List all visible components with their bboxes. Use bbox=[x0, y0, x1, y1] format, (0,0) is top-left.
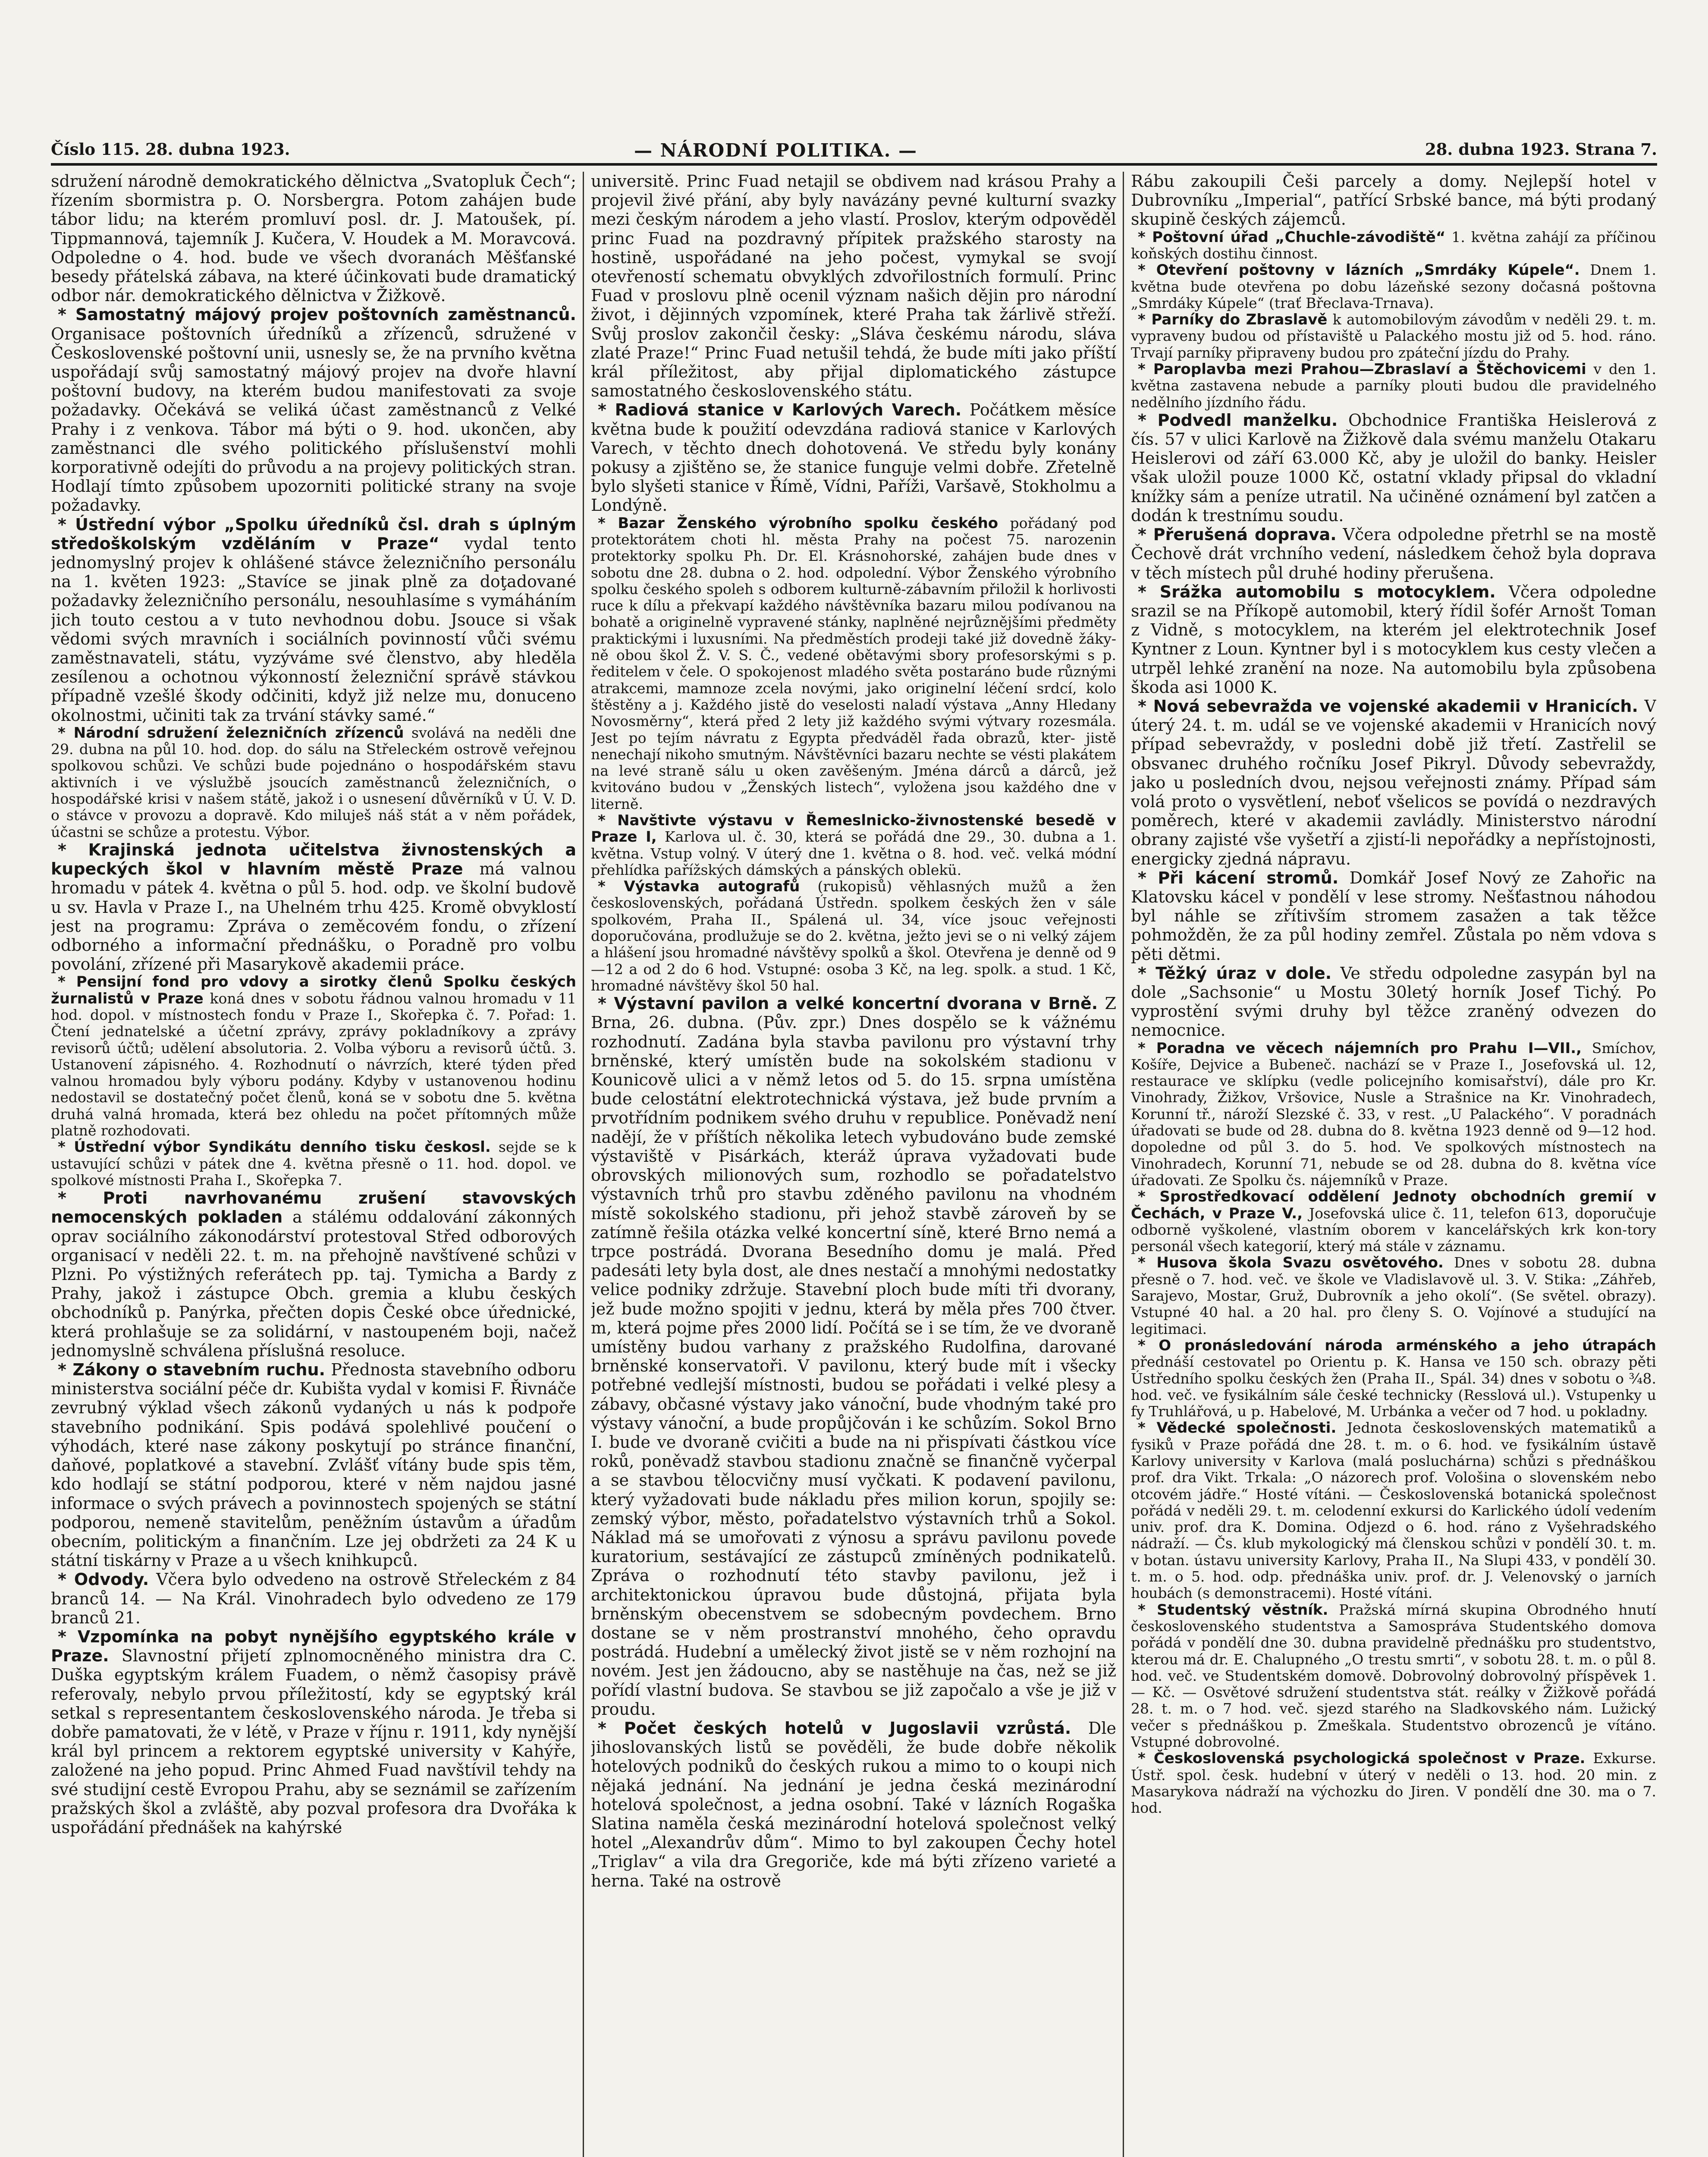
news-text: Včera odpoledne srazil se na Příkopě automobil, který řídil šofér Arnošt Toman z Vidně, s motocyklem, na kterém jel elektrotechnik Josef Kyntner z Loun. Kyntner byl i s motocyklem kus cesty vlečen a utrpěl lehké zranění na noze. Na automobilu byla způsobena škoda asi 1000 K. bbox=[1131, 582, 1656, 697]
header-rule bbox=[51, 163, 1657, 166]
news-headline: * Husova škola Svazu osvětového. bbox=[1138, 1254, 1444, 1272]
news-text: 1. května zahájí za příčinou koňských dostihu činnost. bbox=[1131, 228, 1656, 262]
news-headline: * Vědecké společnosti. bbox=[1138, 1419, 1337, 1437]
news-headline: * Srážka automobilu s motocyklem. bbox=[1138, 582, 1496, 601]
column-1 bbox=[51, 172, 576, 2157]
news-text: má valnou hromadu v pátek 4. května o půl 5. hod. odp. ve školní budově u sv. Havla v Praze I., na Uhelném trhu 425. Kromě obvyklostí jest na programu: Zpráva o zeměcovém fondu, o zřízení odborného a informační přednášku, o Poradně pro volbu povolání, zřízené při Masarykově akademii práce. bbox=[51, 859, 576, 974]
news-headline: * Poštovní úřad „Chuchle-závodiště“ bbox=[1138, 228, 1446, 246]
news-headline: * Při kácení stromů. bbox=[1138, 868, 1339, 887]
news-item bbox=[591, 812, 1116, 878]
news-text: universitě. Princ Fuad netajil se obdivem nad krásou Prahy a projevil živé přání, aby byly navázány pevné kulturní svazky mezi českým národem a jeho vlastí. Proslov, kterým odpověděl princ Fuad na pozdravný přípitek pražského starosty na hostině, uspořádané na jeho počest, vymykal se svojí otevřeností schematu obvyklých zdvořilostních formulí. Princ Fuad v proslovu plně ocenil význam našich dějin pro národní život, i dějinných vzpomínek, které Praha tak žárlivě střeží. Svůj proslov zakončil česky: „Sláva českému národu, sláva zlaté Praze!“ Princ Fuad netušil tehdá, že bude míti jako příští král příležitost, aby přijal diplomatického zástupce samostatného československého státu. bbox=[591, 172, 1116, 401]
news-item bbox=[51, 974, 576, 1139]
news-item bbox=[591, 172, 1116, 400]
news-text: sdružení národně demokratického dělnictva „Svatopluk Čech“; řízením sbormistra p. O. Norsbergra. Potom zahájen bude tábor lidu; na kterém promluví posl. dr. J. Matoušek, pí. Tippmannová, tajemník J. Kučera, V. Houdek a M. Moravcová. Odpoledne o 4. hod. bude ve všech dvoranách Měšťanské besedy přátelská zábava, na které účinkovati bude dramatický odbor nár. demokratického dělnictva v Žižkově. bbox=[51, 172, 576, 305]
news-text: Včera odpoledne přetrhl se na mostě Čechově drát vrchního vedení, následkem čehož byla doprava v těch místech půl druhé hodiny přerušena. bbox=[1131, 525, 1656, 582]
news-item bbox=[1131, 172, 1656, 229]
news-item bbox=[1131, 1255, 1656, 1337]
news-item bbox=[1131, 229, 1656, 262]
news-item bbox=[1131, 361, 1656, 411]
news-headline: * Studentský věstník. bbox=[1138, 1601, 1328, 1619]
news-headline: * Poradna ve věcech nájemních pro Prahu I—VII., bbox=[1138, 1039, 1582, 1057]
news-item bbox=[1131, 868, 1656, 964]
news-item bbox=[51, 305, 576, 515]
news-text: přednáší cestovatel po Orientu p. K. Hansa ve 150 sch. obrazy pěti Ústředního spolku českých žen (Praha II., Spál. 34) dnes v sobotu o ¾8. hod. več. ve fysikálním sále české technicky (Resslová ul.). Vstupenky u fy Truhlářová, u p. Habelové, M. Urbánka a večer od 7 hod. u pokladny. bbox=[1131, 1353, 1656, 1420]
news-text: Dnem 1. května bude otevřena po dobu lázeňské sezony dočasná poštovna „Smrdáky Kúpele“ (trať Břeclava-Trnava). bbox=[1131, 261, 1656, 311]
news-headline: * Parníky do Zbraslavě bbox=[1138, 311, 1328, 329]
news-text: Dnes v sobotu 28. dubna přesně o 7. hod. več. ve škole ve Vladislavově ul. 3. V. Stika: „Záhřeb, Sarajevo, Mostar, Gruž, Dubrovník a jeho okolí“. (Se světel. obrazy). Vstupné 40 hal. a 20 hal. pro členy S. O. Vojínové a studující na legitimaci. bbox=[1131, 1254, 1656, 1337]
news-item bbox=[51, 1139, 576, 1189]
news-item bbox=[591, 878, 1116, 994]
news-item bbox=[1131, 1337, 1656, 1420]
news-text: Obchodnice Františka Heislerová z čís. 57 v ulici Karlově na Žižkově dala svému manželu Otakaru Heislerovi od září 63.000 Kč, aby je uložil do banky. Heisler však uložil pouze 1000 Kč, ostatní vklady připsal do vkladní knížky sám a peníze utratil. Na učiněné oznámení byl zatčen a dodán k trestnímu soudu. bbox=[1131, 410, 1656, 525]
news-item bbox=[51, 1627, 576, 1837]
news-headline: * Odvody. bbox=[58, 1570, 149, 1589]
news-text: Domkář Josef Nový ze Zahořic na Klatovsku kácel v pondělí v lese stromy. Nešťastnou náhodou byl náhle se zřítivším stromem zasažen a tak těžce pohmožděn, že za půl hodiny zemřel. Zůstala po něm vdova s pěti dětmi. bbox=[1131, 868, 1656, 964]
news-item bbox=[1131, 1040, 1656, 1189]
news-headline: * Počet českých hotelů v Jugoslavii vzrůstá. bbox=[598, 1718, 1071, 1738]
news-headline: * Nová sebevražda ve vojenské akademii v Hranicích. bbox=[1138, 696, 1638, 716]
news-text: Dle jihoslovanských listů se pověděli, že bude dobře několik hotelových podniků do českých rukou a mimo to o koupi nich nějaká jednání. Na jednání je jedna česká mezinárodní hotelová společnost, a jedna osobní. Také v lázních Rogaška Slatina naměla česká mezinárodní hotelová společnost velký hotel „Alexandrův dům“. Mimo to byl zakoupen Čechy hotel „Triglav“ a vila dra Gregoriče, kde má býti zřízeno varieté a herna. Také na ostrově bbox=[591, 1718, 1116, 1890]
news-headline: * Radiová stanice v Karlových Varech. bbox=[598, 400, 962, 420]
news-item bbox=[1131, 411, 1656, 525]
news-text: Pražská mírná skupina Obrodného hnutí československého studentstva a Samospráva Studentského domova pořádá v pondělí dne 30. dubna pravidelně přednášku pro studentstvo, kterou má dr. E. Chalupného „O trestu smrti“, v sobotu 28. t. m. o půl 8. hod. več. ve Studentském domově. Dobrovolný dobrovolný příspěvek 1.— Kč. — Osvětové sdružení studentstva stát. reálky v Žižkově pořádá 28. t. m. o 7 hod. več. sjezd starého na Sladkovského nám. Lužický večer s přednáškou p. Zmeškala. Studentstvo obrozenců je vítáno. Vstupné dobrovolné. bbox=[1131, 1601, 1656, 1751]
news-item bbox=[51, 1360, 576, 1570]
news-item bbox=[591, 1719, 1116, 1890]
news-text: Přednosta stavebního odboru ministerstva sociální péče dr. Kubišta vydal v komisi F. Řivnáče zevrubný výklad všech zákonů vydaných u nás k podpoře stavebního podnikání. Spis podává spolehlivé poučení o výhodách, které nase zákony poskytují po stránce finanční, daňové, poplatkové a stavební. Zvlášť vítány bude spis těm, kdo hodlají se státní podporou, které v něm najdou jasné informace o svých právech a povinnostech spojených se státní podporou, nemeně stavitelům, peněžním ústavům a úřadům obecním, politickým a finančním. Lze jej obdržeti za 24 K u státní tiskárny v Praze a u všech knihkupců. bbox=[51, 1360, 576, 1570]
news-item bbox=[1131, 1420, 1656, 1601]
news-item bbox=[1131, 1602, 1656, 1751]
column-divider bbox=[1123, 172, 1124, 2157]
news-text: k automobilovým závodům v neděli 29. t. m. vypraveny budou od přístaviště u Palackého mostu již od 5. hod. ráno. Trvají parníky připraveny budou pro zpáteční jízdu do Prahy. bbox=[1131, 311, 1656, 361]
news-headline: * Krajinská jednota učitelstva živnostenských a kupeckých škol v hlavním městě Praze bbox=[51, 840, 576, 879]
news-item bbox=[51, 840, 576, 974]
news-item bbox=[1131, 1750, 1656, 1816]
news-text: Smíchov, Košíře, Dejvice a Bubeneč. nachází se v Praze I., Josefovská ul. 12, restaurace ve sklípku (vedle policejního komisařství), dále pro Kr. Vinohrady, Žižkov, Vršovice, Nusle a Strašnice na Kr. Vinohradech, Korunní tř., nároží Slezské č. 33, v rest. „U Palackého“. V poradnách úřadovati se bude od 28. dubna do 8. května 1923 denně od 9—12 hod. dopoledne od půl 3. do 5. hod. Ve spolkových místnostech na Vinohradech, Korunní 71, nebude se od 28. dubna do 8. května více úřadovati. Ze Spolku čs. nájemníků v Praze. bbox=[1131, 1039, 1656, 1189]
news-item bbox=[1131, 697, 1656, 868]
news-text: Karlova ul. č. 30, která se pořádá dne 29., 30. dubna a 1. května. Vstup volný. V úterý dne 1. května o 8. hod. več. velká módní přehlídka pařížských dámských a pánských oblekü. bbox=[591, 828, 1116, 878]
news-text: koná dnes v sobotu řádnou valnou hromadu v 11 hod. dopol. v místnostech fondu v Praze I., Skořepka č. 7. Pořad: 1. Čtení jednatelské a účetní zprávy, zprávy pokladníkovy a zprávy revisorů účtů; udělení absolutoria. 2. Volba výboru a revisorů účtů. 3. Ustanovení zápisného. 4. Rozhodnutí o návrzích, které týden před valnou hromadou byly výboru podány. Kdyby v ustanovenou hodinu nedostavil se dostatečný počet členů, koná se v sobotu dne 5. května druhá valná hromada, která bez ohledu na počet přítomných může platně rozhodovati. bbox=[51, 990, 576, 1139]
news-item bbox=[1131, 582, 1656, 697]
news-headline: * Sprostředkovací oddělení Jednoty obchodních gremií v Čechách, v Praze V., bbox=[1131, 1188, 1656, 1222]
news-text: sejde se k ustavující schůzi v pátek dne 4. května přesně o 11. hod. dopol. ve spolkové místnosti Praha I., Skořepka 7. bbox=[51, 1138, 576, 1189]
news-item bbox=[591, 994, 1116, 1719]
news-headline: * Ústřední výbor Syndikátu denního tisku českosl. bbox=[58, 1138, 491, 1156]
news-item bbox=[51, 515, 576, 725]
news-text: Exkurse. Ústř. spol. česk. hudební v úterý v neděli o 13. hod. 20 min. z Masarykova nádraží na výchozku do Jiren. V pondělí dne 30. ma o 7. hod. bbox=[1131, 1750, 1656, 1817]
news-item bbox=[51, 725, 576, 840]
news-text: pořádaný pod protektorátem choti hl. města Prahy na počest 75. narozenin protektorky spolku Ph. Dr. El. Krásnohorské, zahájen bude dnes v sobotu dne 28. dubna o 2. hod. odpolední. Výbor Ženského výrobního spolku českého spoleh s odborem kulturně-zábavním přiložil k horlivosti ruce k dílu a překvapí každého návštěvníka bazaru milou podívanou na bohatě a originelně vypravené stánky, naplněné nejrůznějšími předměty praktickými i luxusními. Na předměstích prodeji také již dovedně žáky-ně obou škol Ž. V. S. Č., vedené obětavými sbory profesorskými s p. ředitelem v čele. O spokojenost mladého světa postaráno bude různými atrakcemi, mamnoze zcela novými, jako originelní léčení srdcí, kolo štěstěny a j. Každého jistě do veselosti naladí výstava „Anny Hledany Novosměrny“, která před 2 lety již každého svými výtvary rozesmála. Jest po tejím návratu z Egypta předváděl řada obrazů, kter- jistě nenechají nikoho smutným. Návštěvníci bazaru nechte se vésti plakátem na levé straně sálu u oken zavěšeným. Jména dárců a dárců, jež kvitováno budou v „Ženských listech“, vyložena jsou každého dne v literně. bbox=[591, 514, 1116, 812]
news-headline: * Národní sdružení železničních zřízenců bbox=[58, 724, 404, 742]
news-headline: * Výstavka autografů bbox=[598, 878, 800, 896]
news-item bbox=[591, 515, 1116, 812]
issue-info: Číslo 115. 28. dubna 1923. bbox=[51, 140, 290, 159]
news-headline: * Bazar Ženského výrobního spolku českého bbox=[598, 514, 998, 532]
date-page-info: 28. dubna 1923. Strana 7. bbox=[1425, 140, 1657, 159]
news-text: Počátkem měsíce května bude k použití odevzdána radiová stanice v Karlových Varech, v těchto dnech dohotovená. Ve středu byly konány pokusy a zjištěno se, že stanice funguje velmi dobře. Zřetelně bylo slyšeti stanice v Římě, Vídni, Paříži, Varšavě, Stokholmu a Londýně. bbox=[591, 400, 1116, 515]
news-headline: * O pronásledování národa arménského a jeho útrapách bbox=[1138, 1336, 1656, 1354]
news-text: vydal tento jednomyslný projev k ohlášené stávce železničního personálu na 1. květen 1923: „Stavíce se jinak plně za doţadované požadavky železničního personálu, nesouhlasíme s vymáháním jich touto cestou a v tuto nevhodnou dobu. Jsouce si však vědomi svých mravních i sociálních povinností vůči svému zaměstnavateli, státu, vyzýváme své členstvo, aby hleděla zesílenou a ochotnou výkonností železniční správě stávkou případně vzešlé škody odčiniti, když již nelze mu, donuceno okolnostmi, učiniti tak za trvání stávky samé.“ bbox=[51, 534, 576, 725]
news-item bbox=[1131, 311, 1656, 361]
news-text: Organisace poštovních úředníků a zřízenců, sdružené v Československé poštovní unii, usnesly se, že na prvního května uspořádají svůj samostatný májový projev na dvoře hlavní poštovní budovy, na kterém budou manifestovati za svoje požadavky. Očekává se veliká účast zaměstnanců z Velké Prahy i z venkova. Tábor má býti o 9. hod. ukončen, aby zaměstnanci dle svého politického příslušenství mohli korporativně odejíti do průvodu a na projevy politických stran. Hodlají tímto způsobem upozorniti politické strany na svoje požadavky. bbox=[51, 324, 576, 515]
news-headline: * Pensijní fond pro vdovy a sirotky členů Spolku českých žurnalistů v Praze bbox=[51, 973, 576, 1007]
news-headline: * Podvedl manželku. bbox=[1138, 410, 1338, 430]
news-headline: * Samostatný májový projev poštovních zaměstnanců. bbox=[58, 305, 576, 324]
news-text: Jednota československých matematiků a fysiků v Praze pořádá dne 28. t. m. o 6. hod. ve fysikálním ústavě Karlovy university v Karlova (malá posluchárna) schůzi s přednáškou prof. dra Vikt. Trkala: „O názorech prof. Vološina o slovenském nebo otcovém jádře.“ Hosté vítáni. — Československá botanická společnost pořádá v neděli 29. t. m. celodenní exkursi do Karlického údolí vedením univ. prof. dra K. Domina. Odjezd o 6. hod. ráno z Vyšehradského nádraží. — Čs. klub mykologický má členskou schůzi v pondělí 30. t. m. v botan. ústavu university Karlovy, Praha II., Na Slupi 433, v pondělí 30. t. m. o 5. hod. odp. přednáška univ. prof. dr. J. Velenovský o jarních houbách (s demonstracemi). Hosté vítáni. bbox=[1131, 1419, 1656, 1602]
news-headline: * Proti navrhovanému zrušení stavovských nemocenských pokladen bbox=[51, 1189, 576, 1227]
news-item bbox=[1131, 964, 1656, 1040]
news-headline: * Ústřední výbor „Spolku úředníků čsl. drah s úplným středoškolským vzděláním v Praze“ bbox=[51, 515, 576, 553]
news-text: svolává na neděli dne 29. dubna na půl 10. hod. dop. do sálu na Střeleckém ostrově veřejnou spolkovou schůzi. Ve schůzi bude pojednáno o hospodářském stavu aktivních i ve výslužbě jsoucích zaměstnanců železničních, o hospodářské krisi v našem státě, jakož i o usnesení důvěrníků v Ú. V. D. o stávce v provozu a dopravě. Kdo miluješ náš stát a v něm pořádek, účastni se schůze a protestu. Výbor. bbox=[51, 724, 576, 840]
news-text: Ve středu odpoledne zasypán byl na dole „Sachsonie“ u Mostu 30letý horník Josef Tichý. Po vyprostění svými druhy byl těžce zraněný odvezen do nemocnice. bbox=[1131, 963, 1656, 1040]
newspaper-title: — NÁRODNÍ POLITIKA. — bbox=[634, 140, 918, 161]
news-text: (rukopisů) věhlasných mužů a žen československých, pořádaná Ústředn. spolkem českých žen v sále spolkovém, Praha II., Spálená ul. 34, více jsouc veřejnosti doporučována, prodlužuje se do 2. května, ježto jevi se o ni velký zájem a hlášení jsou hromadné návštěvy spolků a škol. Otevřena je denně od 9—12 a od 2 do 6 hod. Vstupné: osoba 3 Kč, na leg. spolk. a stud. 1 Kč, hromadné návštěvy škol 50 hal. bbox=[591, 878, 1116, 994]
news-text: Včera bylo odvedeno na ostrově Střeleckém z 84 branců 14. — Na Král. Vinohradech bylo odvedeno ze 179 branců 21. bbox=[51, 1570, 576, 1627]
news-item bbox=[1131, 1189, 1656, 1255]
news-text: a stálému oddalování zákonných oprav sociálního zákonodárství protestoval Střed odborových organisací v neděli 22. t. m. na přehojně navštívené schůzi v Plzni. Po výstižných referátech pp. taj. Tymicha a Bardy z Prahy, jakož i zástupce Obch. gremia a klubu českých obchodníků p. Panýrka, přečten dopis České obce úřednické, která prohlašuje se za solidární, v nastoupeném boji, načež jednomyslně schválena příslušná resoluce. bbox=[51, 1207, 576, 1360]
news-headline: * Otevření poštovny v lázních „Smrdáky Kúpele“. bbox=[1138, 261, 1580, 279]
news-item bbox=[1131, 262, 1656, 311]
news-headline: * Výstavní pavilon a velké koncertní dvorana v Brně. bbox=[598, 994, 1098, 1013]
column-3 bbox=[1131, 172, 1656, 2157]
news-item bbox=[51, 172, 576, 305]
news-headline: * Vzpomínka na pobyt nynějšího egyptského krále v Praze. bbox=[51, 1627, 576, 1666]
column-divider bbox=[583, 172, 584, 2157]
news-item bbox=[51, 1189, 576, 1360]
news-headline: * Těžký úraz v dole. bbox=[1138, 963, 1332, 983]
news-headline: * Paroplavba mezi Prahou—Zbraslaví a Štěchovicemi bbox=[1138, 360, 1586, 378]
news-item bbox=[591, 400, 1116, 515]
news-headline: * Navštivte výstavu v Řemeslnicko-živnostenské besedě v Praze I, bbox=[591, 812, 1116, 846]
news-text: Slavnostní přijetí zplnomocněného ministra dra C. Duška egyptským králem Fuadem, o němž časopisy právě referovaly, nebylo prvou příležitostí, kdy se egyptský král setkal s representantem československého národa. Je třeba si dobře pamatovati, že v létě, v Praze v říjnu r. 1911, kdy nynější král byl princem a rektorem egyptské university v Kahýře, založené na jeho popud. Princ Ahmed Fuad navštívil tehdy na své studijní cestě Evropou Prahu, aby se seznámil se zařízením pražských škol a zvláště, aby pozval profesora dra Dvořáka k uspořádání přednášek na kahýrské bbox=[51, 1646, 576, 1837]
news-text: v den 1. května zastavena nebude a parníky plouti budou dle pravidelného nedělního jízdního řádu. bbox=[1131, 360, 1656, 411]
news-headline: * Zákony o stavebním ruchu. bbox=[58, 1360, 325, 1380]
news-headline: * Československá psychologická společnost v Praze. bbox=[1138, 1750, 1586, 1767]
news-text: Josefovská ulice č. 11, telefon 613, doporučuje odborně vyškolené, vlastním oborem v kancelářských krk kon-tory personál všech kategorií, který má stále v záznamu. bbox=[1131, 1204, 1656, 1255]
column-2 bbox=[591, 172, 1116, 2157]
news-text: Rábu zakoupili Češi parcely a domy. Nejlepší hotel v Dubrovníku „Imperial“, patřící Srbské bance, má býti prodaný skupině českých zájemců. bbox=[1131, 172, 1656, 229]
news-headline: * Přerušená doprava. bbox=[1138, 525, 1337, 544]
news-item bbox=[1131, 525, 1656, 582]
news-text: Z Brna, 26. dubna. (Pův. zpr.) Dnes dospělo se k vážnému rozhodnutí. Zadána byla stavba pavilonu pro výstavní trhy brněnské, který umístěn bude na sokolském stadionu v Kounicově ulici a v němž letos od 5. do 15. srpna umístěna bude celostátní elektrotechnická výstava, jež bude prvním a prvotřídním podnikem svého druhu v republice. Poněvadž není nadějí, že v příštích několika letech vybudováno bude zemské výstaviště v Pisárkách, kteráž úprava vyžadovati bude obrovských milionových sum, rozhodlo se pořadatelstvo výstavních trhů pro stavbu zděného pavilonu na vhodném místě sokolského stadionu, při jehož stavbě zároveň by se zatímně řešila otázka velké koncertní síně, které Brno nemá a trpce postrádá. Dvorana Besedního domu je malá. Před padesáti lety byla dost, ale dnes nestačí a mnohými nedostatky velice podniky zdržuje. Stavební ploch bude míti tři dvorany, jež bude možno spojiti v jednu, která by měla přes 700 čtver. m, která pojme přes 2000 lidí. Počítá se i se tím, že ve dvoraně umístěny budou varhany z pražského Rudolfina, darované brněnské konservatoři. V pavilonu, který bude mít i všecky potřebné vedlejší místnosti, budou se pořádati i velké plesy a zábavy, občasné výstavy jako vánoční, bude vhodným také pro výstavy vánoční, a bude propůjčován i ke schůzím. Sokol Brno I. bude ve dvoraně cvičiti a bude na ni přispívati částkou více roků, poněvadž stavbou stadionu značně se finančně vyčerpal a se stavbou tělocvičny musí vyčkati. K podavení pavilonu, který vyžadovati bude nákladu přes milion korun, spojily se: zemský výbor, město, pořadatelstvo výstavních trhů a Sokol. Náklad má se umořovati z výnosu a správu pavilonu povede kuratorium, sestávající ze zástupců zmíněných podnikatelů. Zpráva o rozhodnutí této stavby pavilonu, jež i architektonickou úpravou bude důstojná, přijata byla brněnským obecenstvem se sdobecným povdechem. Brno dostane se v něm prostranství mnohého, čeho opravdu postrádá. Hudební a umělecký život jistě se v něm rozhojní na novém. Jest jen žádoucno, aby se nastěhuje na čas, než se již pořídí vlastní budova. Se stavbou se již započalo a vše je již v proudu. bbox=[591, 994, 1116, 1719]
news-item bbox=[51, 1570, 576, 1627]
news-text: V úterý 24. t. m. udál se ve vojenské akademii v Hranicích nový případ sebevraždy, v posledni době již třetí. Zastřelil se obsvanec druhého ročníku Josef Pikryl. Důvody sebevraždy, jako u posledních dvou, nejsou veřejnosti známy. Případ sám volá proto o vysvětlení, neboť všelicos se povídá o nezdravých poměrech, které v akademii zavládly. Ministerstvo národní obrany zajisté vše vyšetří a zjistí-li nepořádky a nepřístojnosti, energicky zjedná nápravu. bbox=[1131, 696, 1656, 868]
